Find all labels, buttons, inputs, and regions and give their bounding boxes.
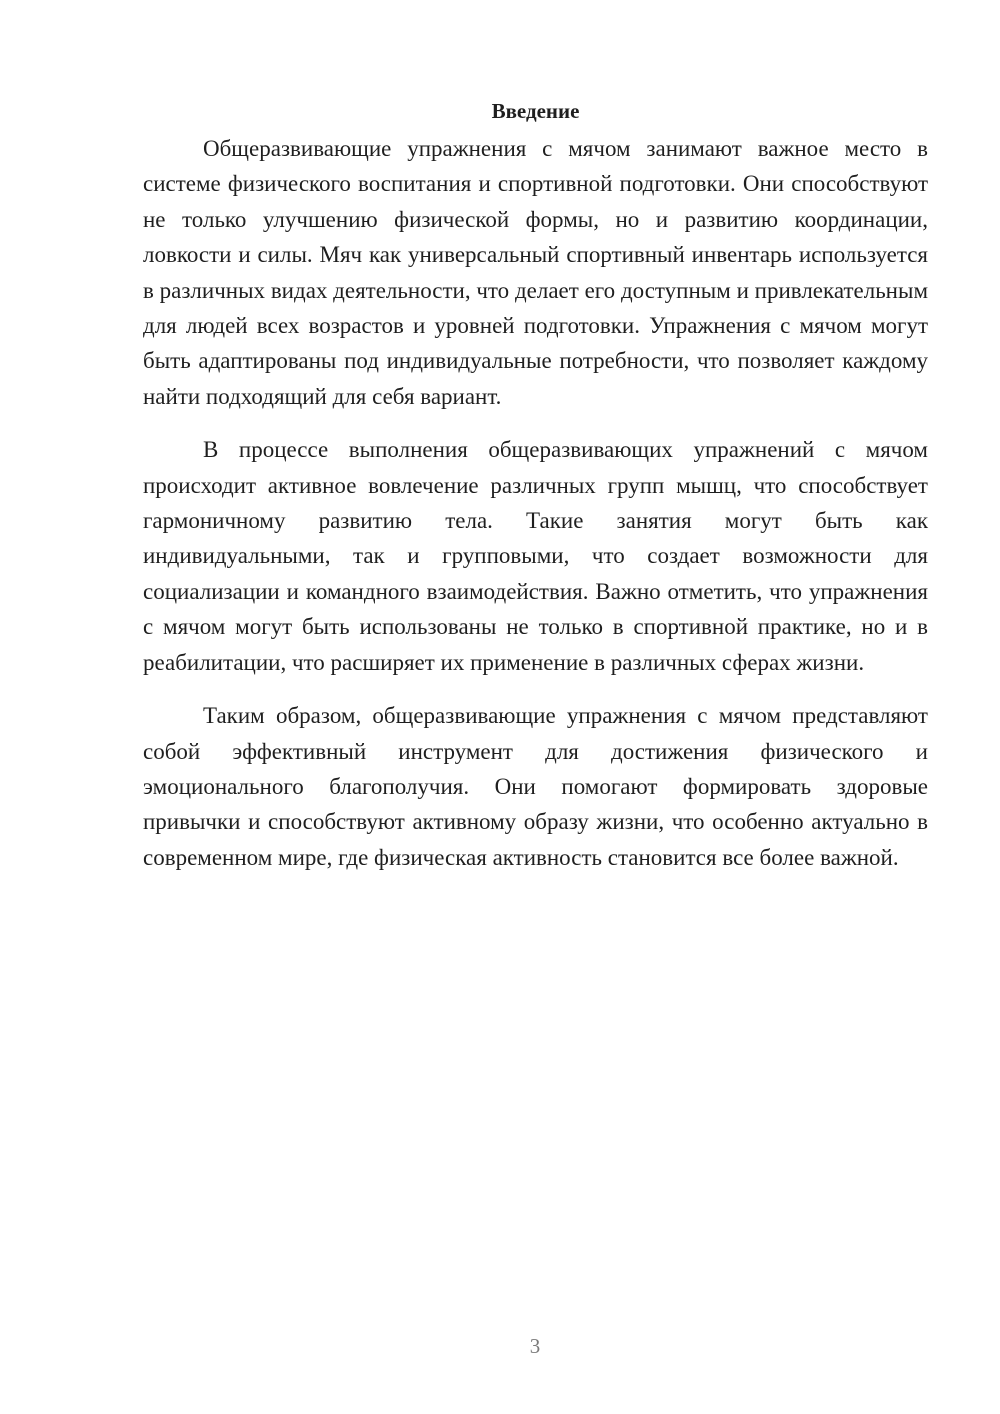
- document-body: [143, 95, 928, 893]
- section-title: Введение: [491, 99, 580, 123]
- paragraph: Общеразвивающие упражнения с мячом занимают важное место в системе физического воспитания и спортивной подготовки. Они способствуют не только улучшению физической формы, но и развитию координации, ловкости и силы. Мяч как универсальный спортивный инвентарь используется в различных видах деятельности, что делает его доступным и привлекательным для людей всех возрастов и уровней подготовки. Упражнения с мячом могут быть адаптированы под индивидуальные потребности, что позволяет каждому найти подходящий для себя вариант.: [143, 136, 928, 409]
- page-number: 3: [529, 1334, 541, 1358]
- paragraph: Таким образом, общеразвивающие упражнения с мячом представляют собой эффективный инструмент для достижения физического и эмоционального благополучия. Они помогают формировать здоровые привычки и способствуют активному образу жизни, что особенно актуально в современном мире, где физическая активность становится все более важной.: [143, 703, 928, 870]
- paragraph: В процессе выполнения общеразвивающих упражнений с мячом происходит активное вовлечение различных групп мышц, что способствует гармоничному развитию тела. Такие занятия могут быть как индивидуальными, так и групповыми, что создает возможности для социализации и командного взаимодействия. Важно отметить, что упражнения с мячом могут быть использованы не только в спортивной практике, но и в реабилитации, что расширяет их применение в различных сферах жизни.: [143, 437, 928, 675]
